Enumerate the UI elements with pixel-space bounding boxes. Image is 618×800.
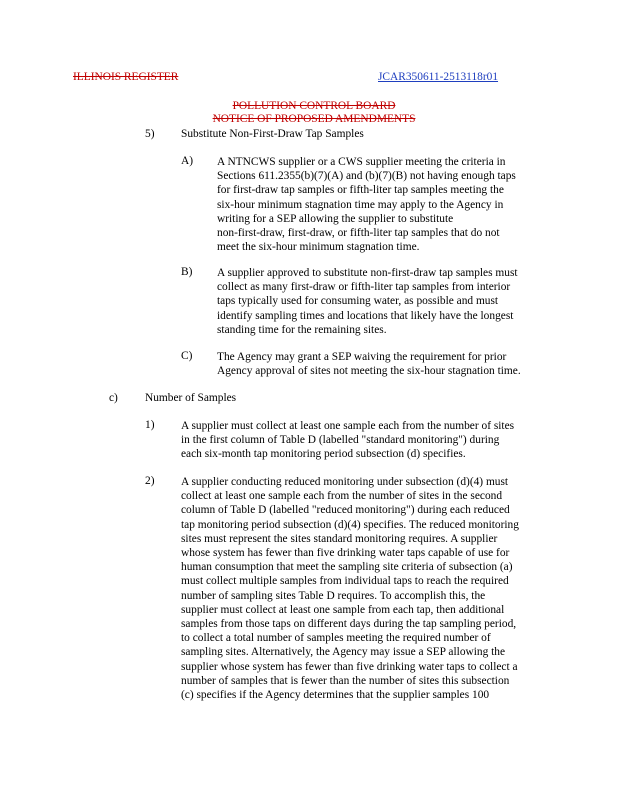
item-a-line: non-first-draw, first-draw, or fifth-liter tap samples that do not	[217, 227, 500, 240]
item-b-line: standing time for the remaining sites.	[217, 323, 387, 336]
para-1-line: in the first column of Table D (labelled "standard monitoring") during	[181, 434, 500, 447]
para-2-line: number of samples that is fewer than the number of sites this subsection	[181, 674, 510, 687]
para-2-line: whose system has fewer than five drinking water taps capable of use for	[181, 547, 510, 560]
para-1-label: 1)	[145, 419, 155, 431]
para-2-line: collect at least one sample each from the number of sites in the second	[181, 490, 503, 503]
para-2-line: number of sampling sites Table D requires. To accomplish this, the	[181, 589, 486, 602]
item-a-line: six-hour minimum stagnation time may apply to the Agency in	[217, 198, 504, 211]
item-5-title: Substitute Non-First-Draw Tap Samples	[181, 128, 364, 140]
item-c-line: The Agency may grant a SEP waiving the requirement for prior	[217, 351, 507, 363]
notice-title: NOTICE OF PROPOSED AMENDMENTS	[212, 113, 416, 125]
item-a-line: writing for a SEP allowing the supplier to substitute	[217, 212, 454, 225]
para-2-line: supplier must collect at least one sample from each tap, then additional	[181, 603, 505, 616]
para-2-line: sites must represent the sites standard monitoring requires. A supplier	[181, 532, 498, 545]
para-1-text	[181, 419, 514, 462]
para-2-line: sampling sites. Alternatively, the Agency may issue a SEP allowing the	[181, 646, 506, 659]
item-c-line: Agency approval of sites not meeting the six-hour stagnation time.	[217, 365, 521, 378]
item-a-line: Sections 611.2355(b)(7)(A) and (b)(7)(B) not having enough taps	[217, 170, 516, 183]
agency-name: POLLUTION CONTROL BOARD	[232, 100, 396, 112]
item-b-line: taps typically used for consuming water, as possible and must	[217, 295, 499, 308]
para-1-line: A supplier must collect at least one sample each from the number of sites	[181, 420, 515, 432]
para-2-line: human consumption that meet the sampling site criteria of subsection (a)	[181, 561, 513, 574]
para-1-line: each six-month tap monitoring period subsection (d) specifies.	[181, 448, 466, 461]
para-2-line: supplier whose system has fewer than five drinking water taps to collect a	[181, 660, 518, 673]
section-c-label: c)	[109, 392, 118, 404]
item-c-label: C)	[181, 350, 193, 362]
para-2-line: must collect multiple samples from individual taps to reach the required	[181, 575, 509, 588]
para-2-line: column of Table D (labelled "reduced monitoring") during each reduced	[181, 504, 510, 517]
header-right: JCAR350611-2513118r01	[378, 71, 499, 83]
para-2-label: 2)	[145, 475, 155, 487]
item-a-label: A)	[181, 155, 194, 167]
para-2-line: (c) specifies if the Agency determines that the supplier samples 100	[181, 689, 490, 702]
para-2-line: samples from those taps on different days during the tap sampling period,	[181, 618, 517, 631]
item-b-text	[217, 266, 518, 337]
item-a-line: for first-draw tap samples or fifth-liter tap samples meeting the	[217, 184, 504, 197]
item-b-line: identify sampling times and locations that likely have the longest	[217, 309, 514, 322]
item-b-line: A supplier approved to substitute non-first-draw tap samples must	[217, 267, 518, 279]
para-2-line: tap monitoring period subsection (d)(4) specifies. The reduced monitoring	[181, 518, 519, 531]
item-5-number: 5)	[145, 128, 155, 140]
para-2-line: to collect a total number of samples meeting the required number of	[181, 632, 491, 645]
section-c-title: Number of Samples	[145, 392, 237, 404]
item-a-line: meet the six-hour minimum stagnation time.	[217, 241, 420, 254]
para-2-text	[181, 475, 519, 702]
item-a-text	[217, 155, 516, 254]
item-a-line: A NTNCWS supplier or a CWS supplier meeting the criteria in	[217, 156, 506, 168]
item-b-label: B)	[181, 266, 193, 278]
header-left: ILLINOIS REGISTER	[73, 71, 179, 83]
item-c-text	[217, 350, 521, 378]
para-2-line: A supplier conducting reduced monitoring under subsection (d)(4) must	[181, 476, 509, 488]
item-b-line: collect as many first-draw or fifth-liter tap samples from interior	[217, 281, 511, 294]
